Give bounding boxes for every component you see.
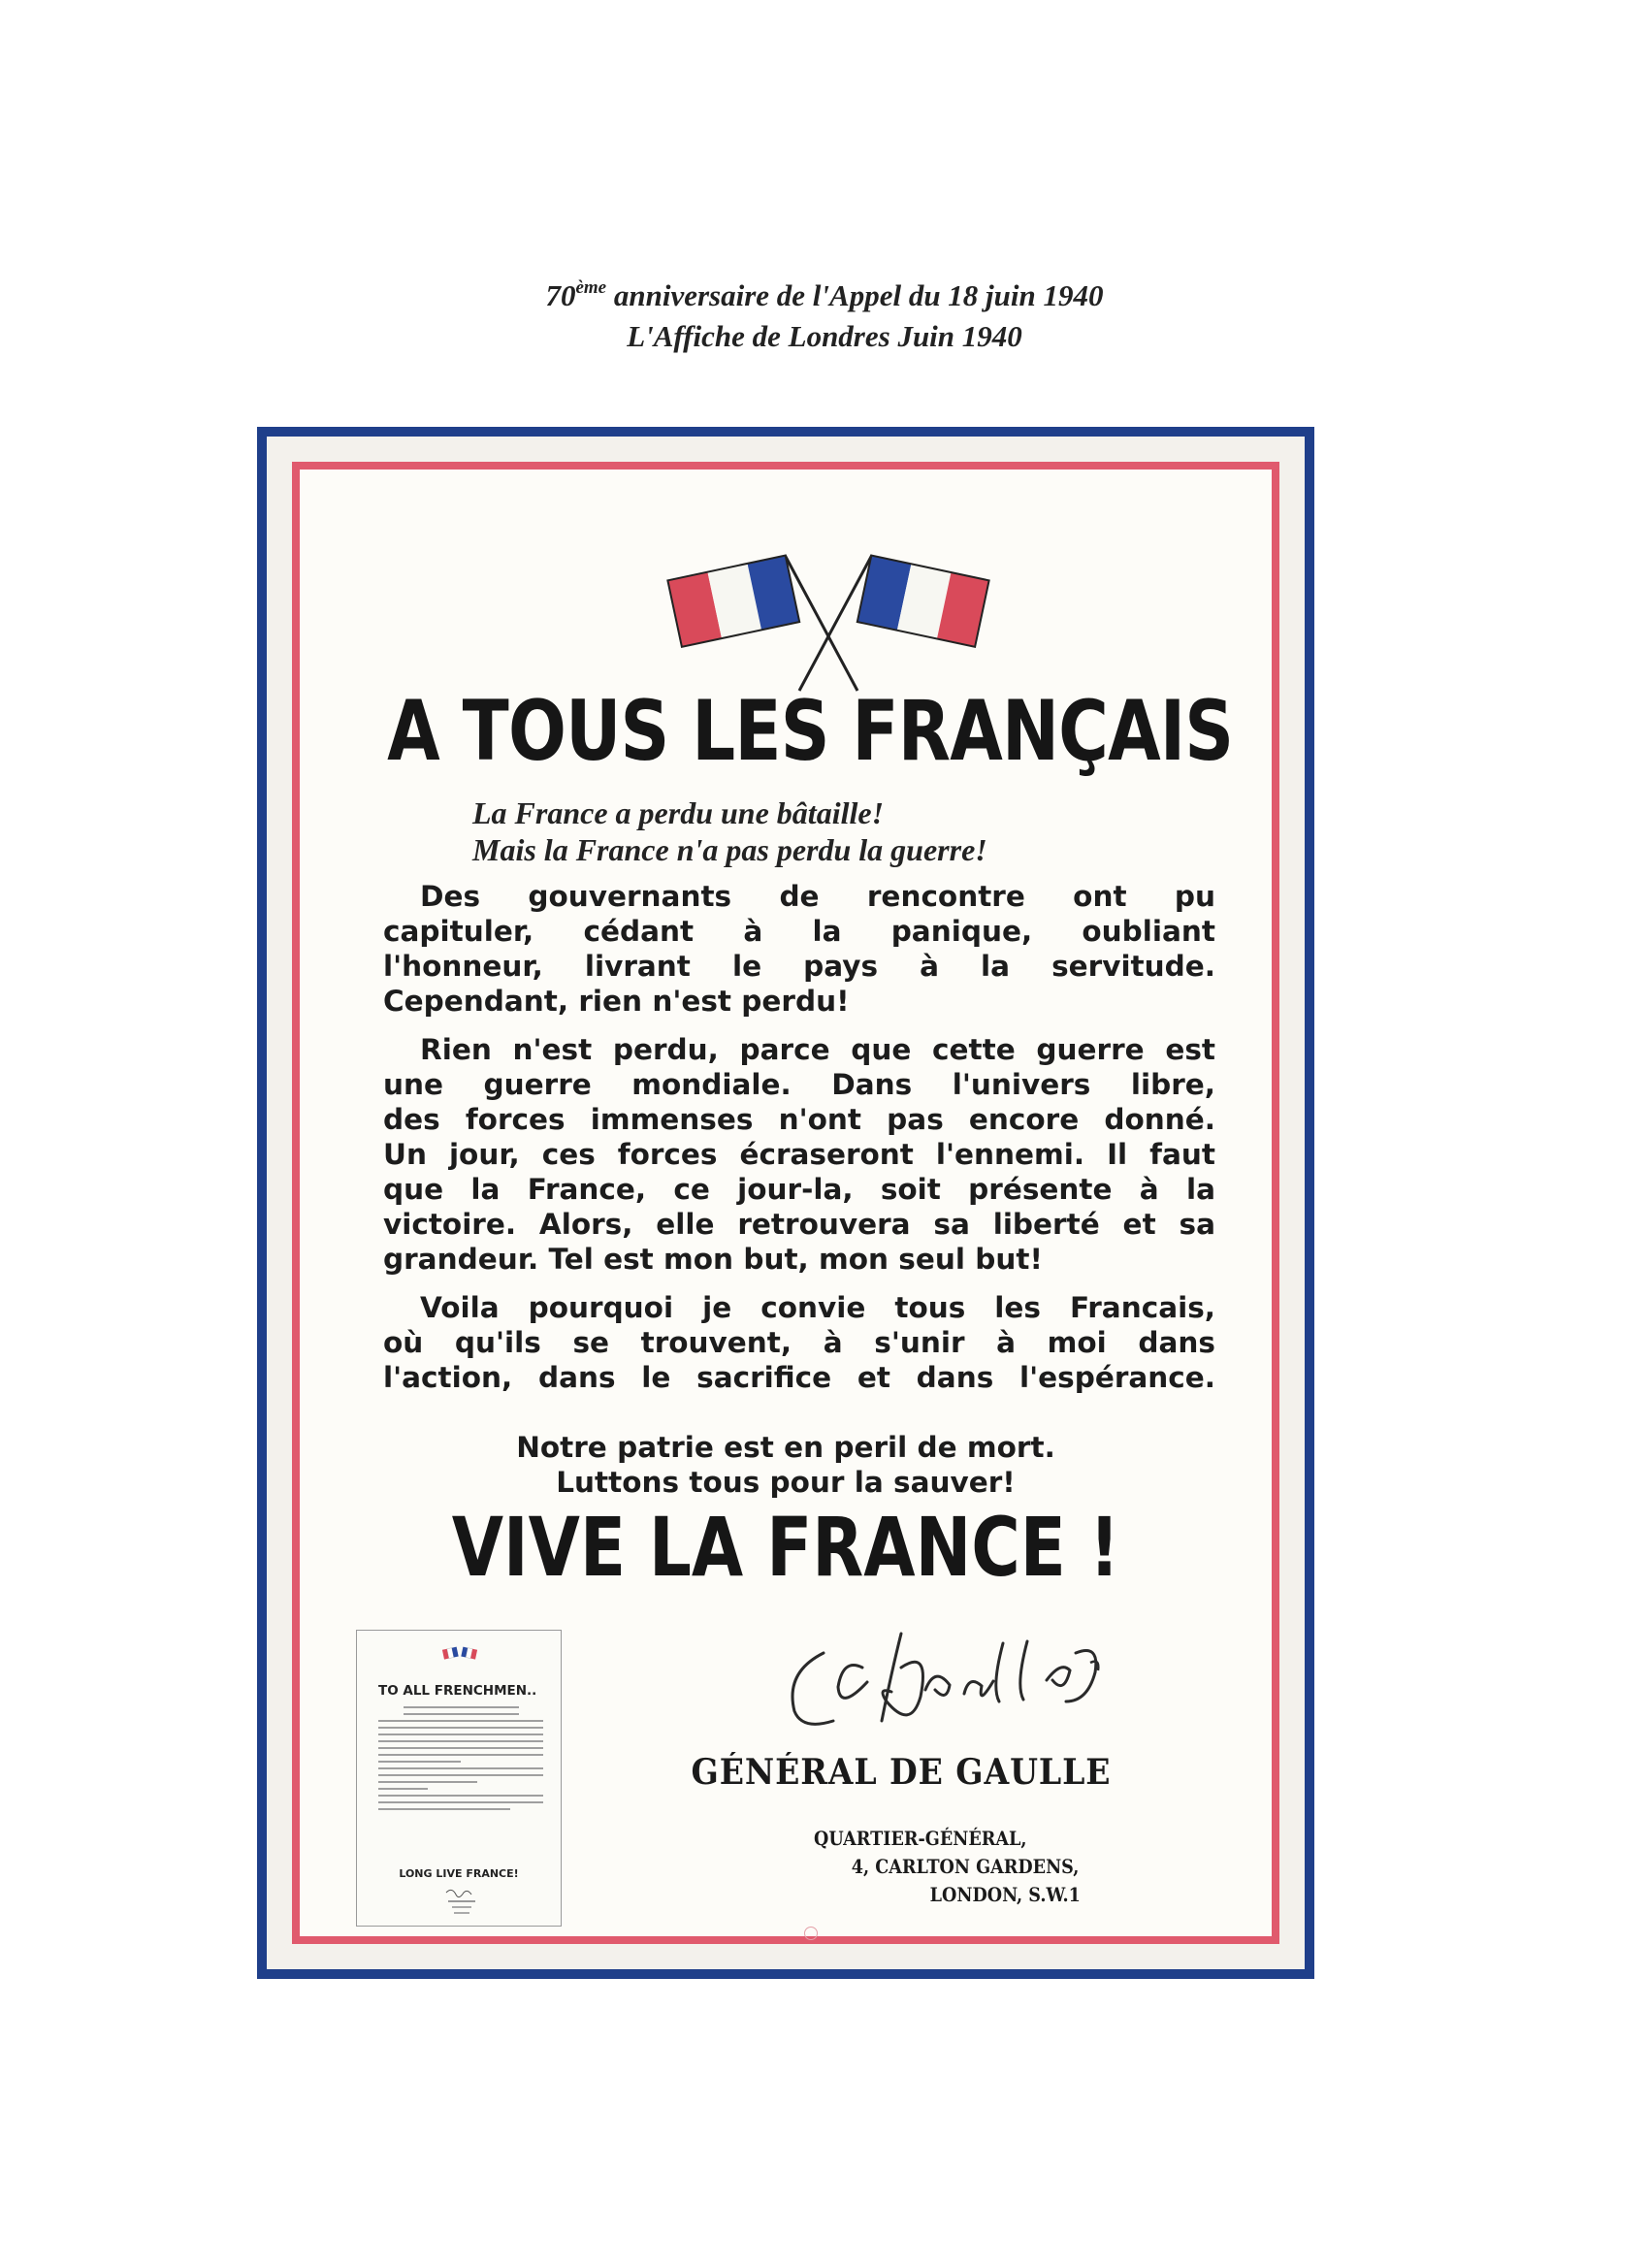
poster-body: [383, 879, 1215, 1409]
body-line: une guerre mondiale. Dans l'univers libre,: [383, 1068, 1215, 1101]
poster-sheet: [300, 470, 1272, 1936]
body-line: Voila pourquoi je convie tous les Francais,: [420, 1291, 1215, 1324]
poster-closing: [300, 1430, 1272, 1500]
de-gaulle-signature-icon: [756, 1614, 1163, 1750]
poster-frame: [257, 427, 1314, 1979]
body-paragraph-1: [383, 879, 1215, 1019]
subheadline-line-1: La France a perdu une bâtaille!: [472, 795, 885, 830]
body-line: grandeur. Tel est mon but, mon seul but!: [383, 1243, 1043, 1276]
closing-line-1: Notre patrie est en peril de mort.: [516, 1431, 1055, 1464]
body-line: Des gouvernants de rencontre ont pu: [420, 880, 1215, 913]
address-line-1: QUARTIER-GÉNÉRAL,: [814, 1827, 1027, 1850]
body-line: l'action, dans le sacrifice et dans l'espérance.: [383, 1361, 1215, 1394]
caption-superscript: ème: [575, 277, 607, 298]
headquarters-address: [814, 1825, 1138, 1909]
caption-number: 70: [545, 278, 576, 312]
body-line: capituler, cédant à la panique, oubliant: [383, 915, 1215, 948]
poster-headline: A TOUS LES FRANÇAIS: [387, 683, 1234, 780]
subheadline-line-2: Mais la France n'a pas perdu la guerre!: [472, 832, 987, 867]
body-line: victoire. Alors, elle retrouvera sa liberté et sa: [383, 1208, 1215, 1241]
printer-mark-icon: [804, 1927, 818, 1940]
poster-vive-la-france: VIVE LA FRANCE !: [451, 1500, 1120, 1595]
body-line: où qu'ils se trouvent, à s'unir à moi dans: [383, 1326, 1215, 1359]
inset-signature-icon: [442, 1885, 481, 1918]
body-line: Un jour, ces forces écraseront l'ennemi. Il faut: [383, 1138, 1215, 1171]
closing-line-2: Luttons tous pour la sauver!: [556, 1466, 1016, 1499]
caption-text: anniversaire de l'Appel du 18 juin 1940: [606, 278, 1104, 312]
crossed-flags-icon: [659, 526, 998, 696]
inset-footer: LONG LIVE FRANCE!: [399, 1867, 519, 1880]
address-line-2: 4, CARLTON GARDENS,: [851, 1855, 1080, 1878]
inset-text-lines: [378, 1706, 543, 1815]
address-line-3: LONDON, S.W.1: [929, 1883, 1081, 1906]
body-line: que la France, ce jour-la, soit présente à la: [383, 1173, 1215, 1206]
poster-subheadline: [472, 794, 1151, 868]
body-line: l'honneur, livrant le pays à la servitude.: [383, 950, 1215, 983]
caption-line-1: [0, 275, 1649, 316]
body-paragraph-2: [383, 1032, 1215, 1277]
body-line: Rien n'est perdu, parce que cette guerre est: [420, 1033, 1215, 1066]
signer-name: GÉNÉRAL DE GAULLE: [691, 1752, 1112, 1793]
document-caption: [0, 275, 1649, 357]
caption-line-2: L'Affiche de Londres Juin 1940: [627, 319, 1022, 353]
inset-flags-icon: [442, 1644, 477, 1664]
body-line: des forces immenses n'ont pas encore donné.: [383, 1103, 1215, 1136]
body-line: Cependant, rien n'est perdu!: [383, 985, 850, 1018]
english-poster-inset: [356, 1630, 562, 1927]
body-paragraph-3: [383, 1290, 1215, 1395]
inset-title: TO ALL FRENCHMEN..: [378, 1683, 537, 1699]
